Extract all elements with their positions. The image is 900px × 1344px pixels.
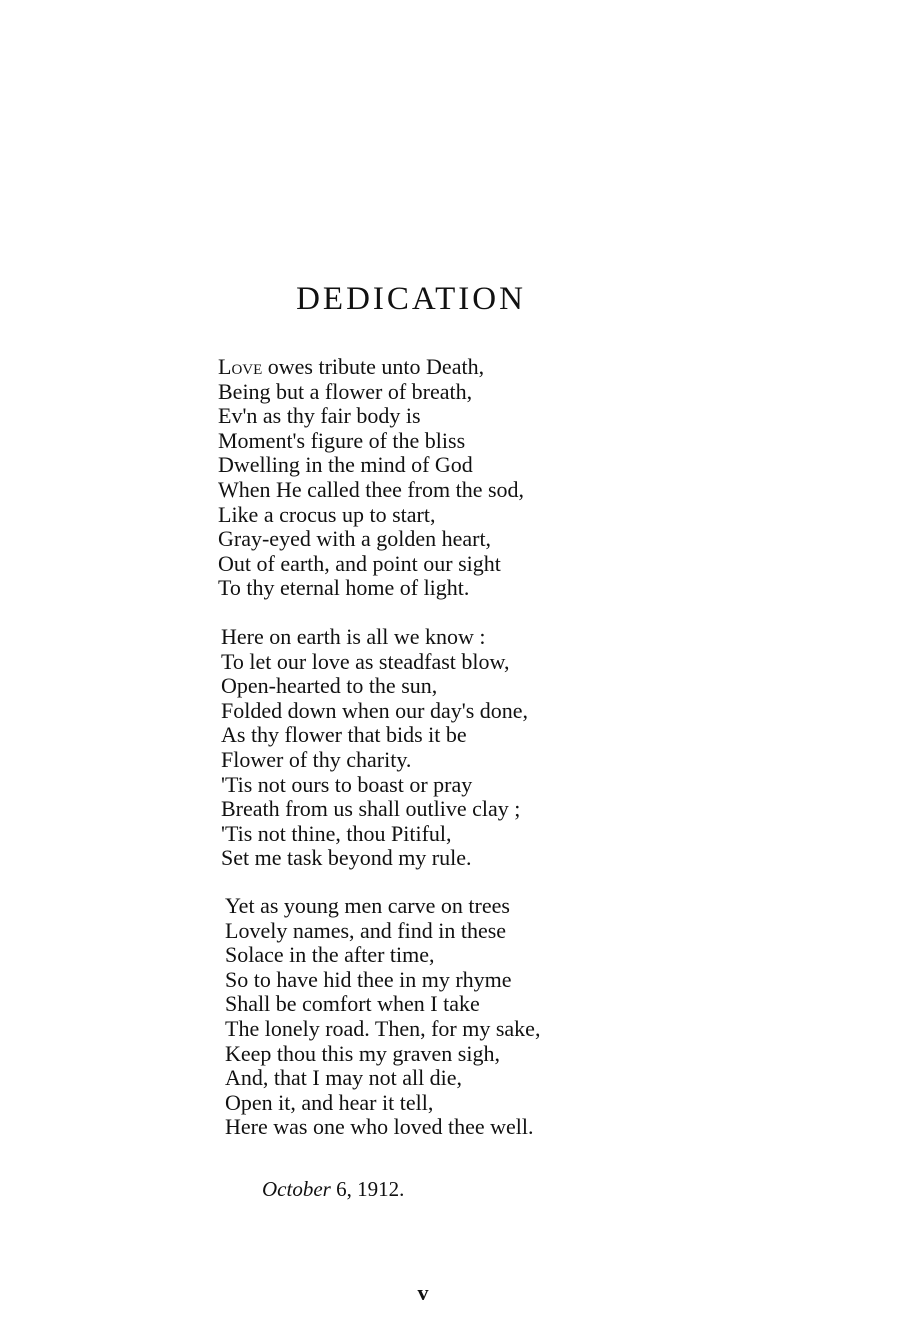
first-line-rest: owes tribute unto Death, xyxy=(262,354,485,379)
poem-line: Lovely names, and find in these xyxy=(225,917,507,943)
stanza-3 xyxy=(225,894,540,1140)
stanza-2 xyxy=(221,625,528,871)
poem-line: Open it, and hear it tell, xyxy=(225,1089,434,1115)
poem-line: Here was one who loved thee well. xyxy=(225,1114,534,1140)
poem-line: Folded down when our day's done, xyxy=(221,697,529,723)
poem-line: The lonely road. Then, for my sake, xyxy=(225,1015,541,1041)
poem-line: 'Tis not thine, thou Pitiful, xyxy=(221,820,452,846)
date-month: October xyxy=(262,1177,331,1201)
poem-line: Moment's figure of the bliss xyxy=(218,427,466,453)
poem-line xyxy=(218,355,524,380)
poem-line: To thy eternal home of light. xyxy=(218,575,470,601)
poem-line: Gray-eyed with a golden heart, xyxy=(218,526,492,552)
poem-line: Open-hearted to the sun, xyxy=(221,673,438,699)
poem-line: Being but a flower of breath, xyxy=(218,378,473,404)
poem-line: Solace in the after time, xyxy=(225,942,435,968)
poem-line: Dwelling in the mind of God xyxy=(218,452,473,478)
poem-line: Like a crocus up to start, xyxy=(218,501,436,527)
poem-line: And, that I may not all die, xyxy=(225,1065,463,1091)
poem-line: Keep thou this my graven sigh, xyxy=(225,1040,500,1066)
poem-line: 'Tis not ours to boast or pray xyxy=(221,771,473,797)
poem-line: Ev'n as thy fair body is xyxy=(218,403,421,429)
poem-line: Set me task beyond my rule. xyxy=(221,845,472,871)
stanza-1 xyxy=(218,355,524,601)
poem-line: As thy flower that bids it be xyxy=(221,722,467,748)
date-rest: 6, 1912. xyxy=(330,1177,405,1201)
first-word: Love xyxy=(218,354,263,379)
dedication-date xyxy=(262,1176,404,1202)
poem-line: Flower of thy charity. xyxy=(221,746,412,772)
poem-line: Breath from us shall outlive clay ; xyxy=(221,796,521,822)
page-title: DEDICATION xyxy=(296,281,526,317)
poem-line: Out of earth, and point our sight xyxy=(218,550,501,576)
poem-line: To let our love as steadfast blow, xyxy=(221,648,510,674)
poem-line: Shall be comfort when I take xyxy=(225,991,480,1017)
poem-line: When He called thee from the sod, xyxy=(218,476,525,502)
page-number: v xyxy=(417,1280,429,1305)
poem-line: So to have hid thee in my rhyme xyxy=(225,966,512,992)
poem-line: Yet as young men carve on trees xyxy=(225,893,510,918)
poem-line: Here on earth is all we know : xyxy=(221,624,486,649)
